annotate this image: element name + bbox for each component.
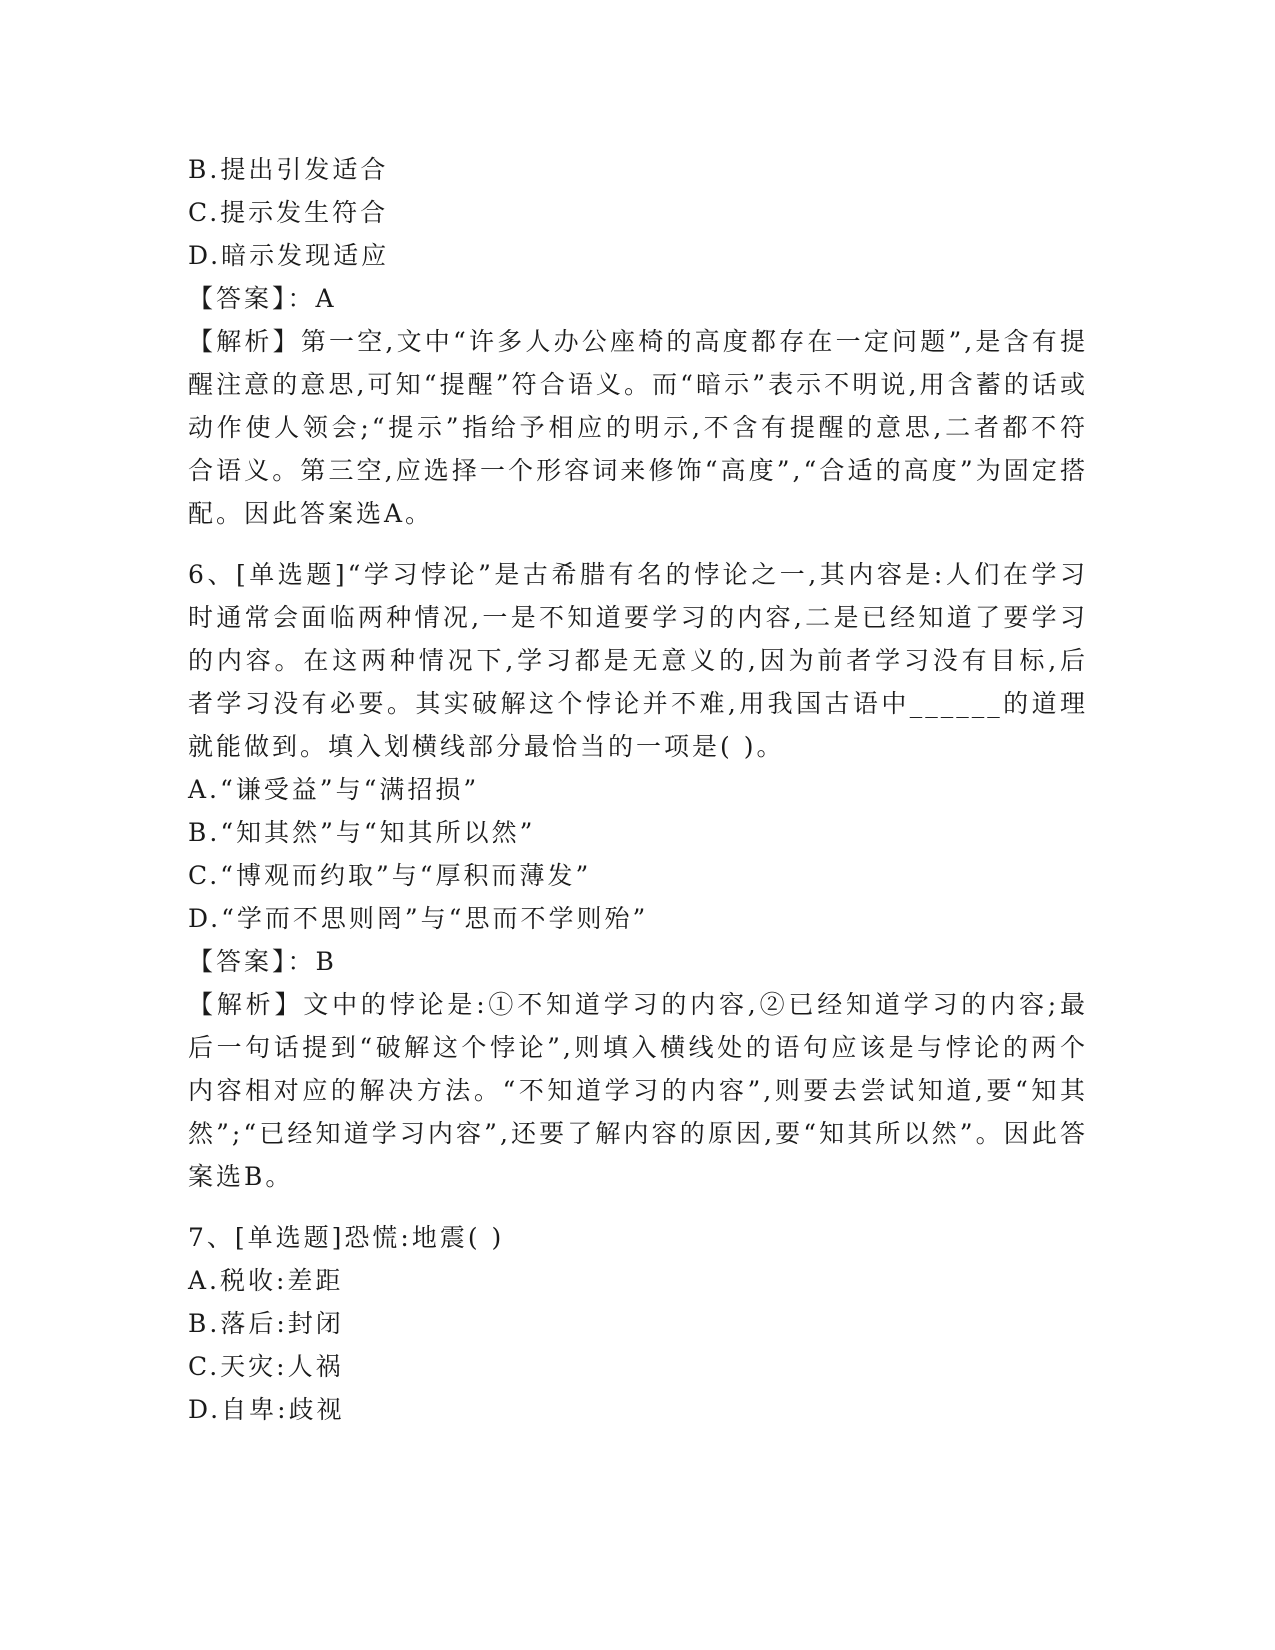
answer: 【答案】：A — [188, 284, 337, 313]
question-6 — [188, 553, 1088, 1198]
analysis: 【解析】文中的悖论是:①不知道学习的内容,②已经知道学习的内容;最后一句话提到“破解这个悖论”,则填入横线处的语句应该是与悖论的两个内容相对应的解决方法。“不知道学习的内容”,则要去尝试知道,要“知其然”;“已经知道学习内容”,还要了解内容的原因,要“知其所以然”。因此答案选B。 — [188, 990, 1088, 1191]
option-a: A.税收:差距 — [188, 1266, 344, 1295]
option-c: C.“博观而约取”与“厚积而薄发” — [188, 861, 592, 890]
option-c: C.天灾:人祸 — [188, 1352, 344, 1381]
option-d: D.暗示发现适应 — [188, 241, 390, 270]
question-stem: 7、[单选题]恐慌:地震( ) — [188, 1223, 505, 1252]
analysis: 【解析】第一空,文中“许多人办公座椅的高度都存在一定问题”,是含有提醒注意的意思,可知“提醒”符合语义。而“暗示”表示不明说,用含蓄的话或动作使人领会;“提示”指给予相应的明示,不含有提醒的意思,二者都不符合语义。第三空,应选择一个形容词来修饰“高度”,“合适的高度”为固定搭配。因此答案选A。 — [188, 327, 1088, 528]
option-c: C.提示发生符合 — [188, 198, 389, 227]
option-d: D.自卑:歧视 — [188, 1395, 345, 1424]
question-7 — [188, 1216, 1088, 1431]
option-d: D.“学而不思则罔”与“思而不学则殆” — [188, 904, 649, 933]
option-b: B.“知其然”与“知其所以然” — [188, 818, 536, 847]
question-stem: 6、[单选题]“学习悖论”是古希腊有名的悖论之一,其内容是:人们在学习时通常会面临两种情况,一是不知道要学习的内容,二是已经知道了要学习的内容。在这两种情况下,学习都是无意义的,因为前者学习没有目标,后者学习没有必要。其实破解这个悖论并不难,用我国古语中______的道理就能做到。填入划横线部分最恰当的一项是( )。 — [188, 560, 1088, 761]
question-5-tail — [188, 148, 1088, 535]
option-a: A.“谦受益”与“满招损” — [188, 775, 480, 804]
document-content — [188, 148, 1088, 1431]
option-b: B.提出引发适合 — [188, 155, 389, 184]
answer: 【答案】：B — [188, 947, 337, 976]
option-b: B.落后:封闭 — [188, 1309, 344, 1338]
